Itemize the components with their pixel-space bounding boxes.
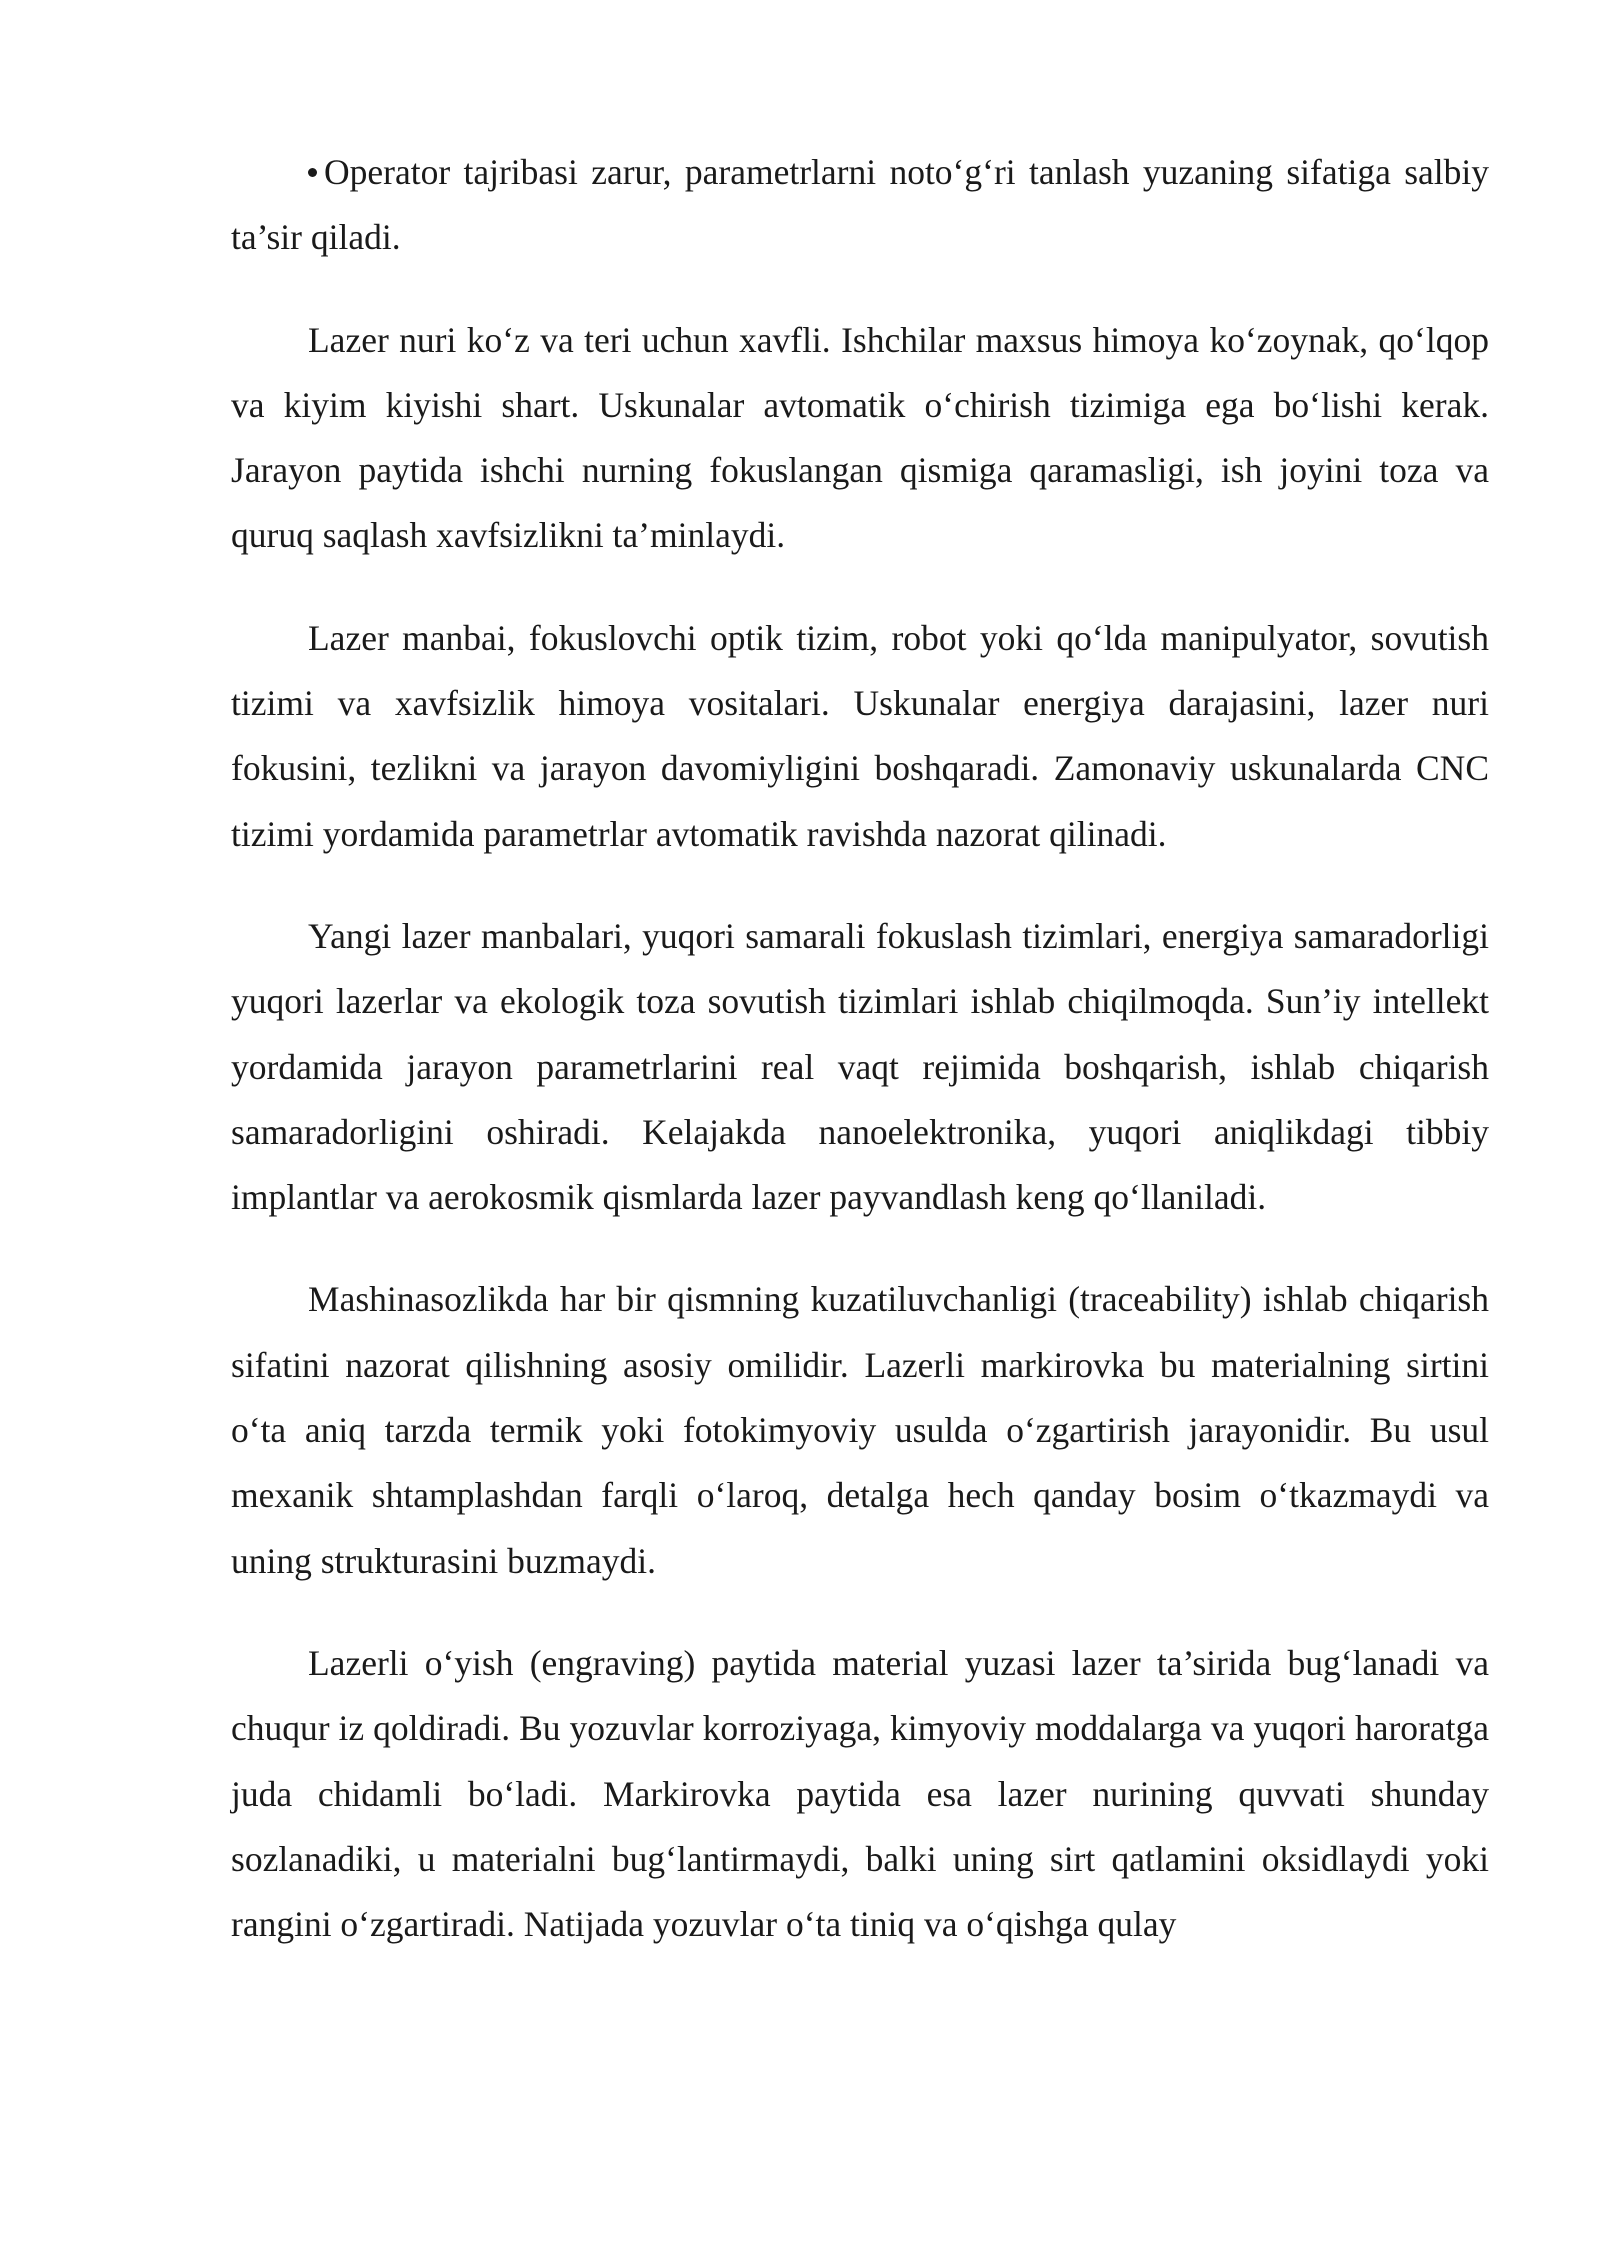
paragraph-equipment: Lazer manbai, fokuslovchi optik tizim, robot yoki qo‘lda manipulyator, sovutish tizimi va xavfsizlik himoya vositalari. Uskunalar energiya darajasini, lazer nuri fokusini, tezlikni va jarayon davomiyligini boshqaradi. Zamonaviy uskunalarda CNC tizimi yordamida parametrlar avtomatik ravishda nazorat qilinadi. [231,617,1489,854]
document-page [231,140,1489,1994]
paragraph-innovations: Yangi lazer manbalari, yuqori samarali fokuslash tizimlari, energiya samaradorligi yuqori lazerlar va ekologik toza sovutish tizimlari ishlab chiqilmoqda. Sun’iy intellekt yordamida jarayon parametrlarini real vaqt rejimida boshqarish, ishlab chiqarish samaradorligini oshiradi. Kelajakda nanoelektronika, yuqori aniqlikdagi tibbiy implantlar va aerokosmik qismlarda lazer payvandlash keng qo‘llaniladi. [231,915,1489,1218]
bullet-text: Operator tajribasi zarur, parametrlarni noto‘g‘ri tanlash yuzaning sifatiga salbiy ta’sir qiladi. [231,152,1489,258]
bullet-icon [308,168,317,177]
paragraph-engraving: Lazerli o‘yish (engraving) paytida material yuzasi lazer ta’sirida bug‘lanadi va chuqur iz qoldiradi. Bu yozuvlar korroziyaga, kimyoviy moddalarga va yuqori haroratga juda chidamli bo‘ladi. Markirovka paytida esa lazer nurining quvvati shunday sozlanadiki, u materialni bug‘lantirmaydi, balki uning sirt qatlamini oksidlaydi yoki rangini o‘zgartiradi. Natijada yozuvlar o‘ta tiniq va o‘qishga qulay [231,1642,1489,1945]
bullet-item [231,140,1489,271]
paragraph-safety: Lazer nuri ko‘z va teri uchun xavfli. Ishchilar maxsus himoya ko‘zoynak, qo‘lqop va kiyim kiyishi shart. Uskunalar avtomatik o‘chirish tizimiga ega bo‘lishi kerak. Jarayon paytida ishchi nurning fokuslangan qismiga qaramasligi, ish joyini toza va quruq saqlash xavfsizlikni ta’minlaydi. [231,319,1489,556]
paragraph-traceability: Mashinasozlikda har bir qismning kuzatiluvchanligi (traceability) ishlab chiqarish sifatini nazorat qilishning asosiy omilidir. Lazerli markirovka bu materialning sirtini o‘ta aniq tarzda termik yoki fotokimyoviy usulda o‘zgartirish jarayonidir. Bu usul mexanik shtamplashdan farqli o‘laroq, detalga hech qanday bosim o‘tkazmaydi va uning strukturasini buzmaydi. [231,1279,1489,1581]
